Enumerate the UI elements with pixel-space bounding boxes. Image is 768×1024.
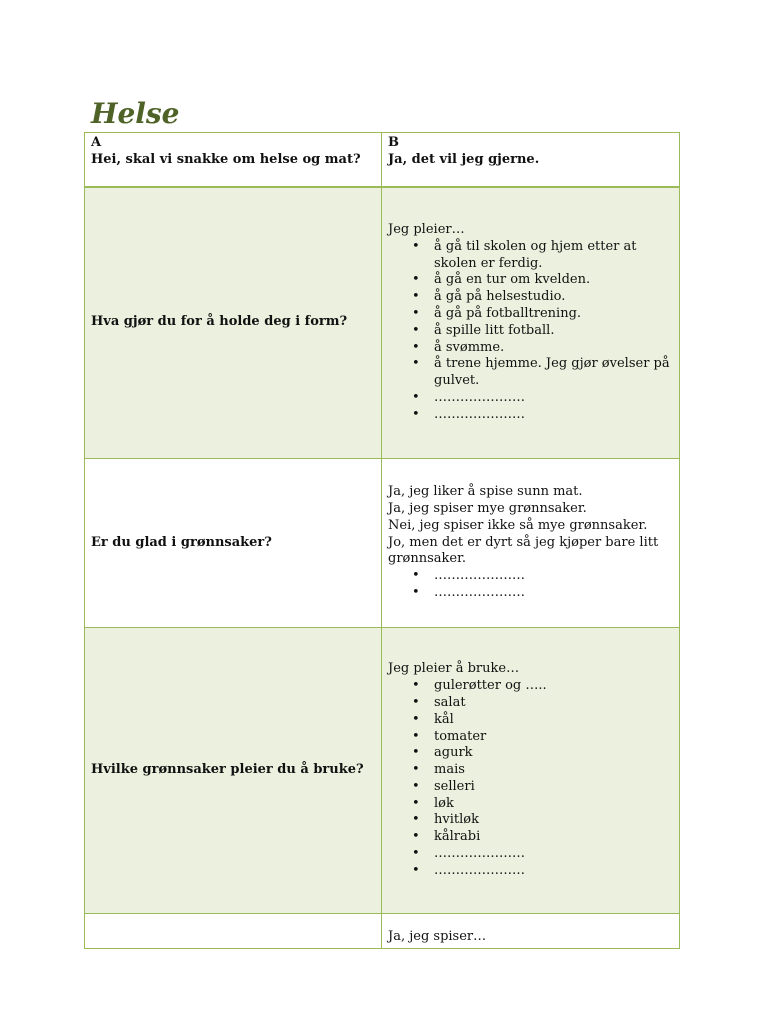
list-item: • salat	[434, 695, 673, 712]
answer-bullet-list	[388, 239, 673, 424]
answer-line: Ja, jeg liker å spise sunn mat.	[388, 484, 583, 500]
page-title: Helse	[91, 97, 180, 130]
list-item: • …………………	[434, 390, 673, 407]
list-item: • …………………	[434, 568, 673, 585]
table-row	[85, 628, 680, 914]
speaker-a-line: Hei, skal vi snakke om helse og mat?	[91, 151, 361, 167]
answer-line: Nei, jeg spiser ikke så mye grønnsaker.	[388, 517, 648, 533]
speaker-b-line: Ja, det vil jeg gjerne.	[388, 151, 540, 167]
list-item: • å gå til skolen og hjem etter at skolen er ferdig.	[434, 239, 673, 273]
list-item: • å gå på fotballtrening.	[434, 306, 673, 323]
answer-intro: Ja, jeg spiser…	[388, 929, 487, 945]
answer-cell	[382, 459, 680, 628]
list-item: • å gå på helsestudio.	[434, 289, 673, 306]
list-item: • å svømme.	[434, 340, 673, 357]
speaker-a-label: A	[91, 135, 102, 150]
table-row	[85, 914, 680, 949]
list-item: • kålrabi	[434, 829, 673, 846]
answer-cell	[382, 187, 680, 459]
list-item: • hvitløk	[434, 812, 673, 829]
answer-bullet-list	[388, 568, 673, 602]
speaker-a-cell	[85, 133, 382, 187]
answer-line: Jo, men det er dyrt så jeg kjøper bare litt grønnsaker.	[388, 534, 659, 567]
list-item: • …………………	[434, 846, 673, 863]
answer-intro: Jeg pleier…	[388, 221, 465, 237]
list-item: • tomater	[434, 729, 673, 746]
answer-intro: Jeg pleier å bruke…	[388, 661, 520, 677]
answer-cell	[382, 914, 680, 949]
answer-cell	[382, 628, 680, 914]
header-row	[85, 133, 680, 187]
answer-line: Ja, jeg spiser mye grønnsaker.	[388, 501, 587, 516]
question-cell	[85, 914, 382, 949]
list-item: • å spille litt fotball.	[434, 323, 673, 340]
list-item: • …………………	[434, 863, 673, 880]
table-row	[85, 459, 680, 628]
list-item: • mais	[434, 762, 673, 779]
question-cell: Hvilke grønnsaker pleier du å bruke?	[85, 628, 382, 914]
list-item: • løk	[434, 796, 673, 813]
question-cell: Er du glad i grønnsaker?	[85, 459, 382, 628]
list-item: • selleri	[434, 779, 673, 796]
list-item: • …………………	[434, 585, 673, 602]
speaker-b-label: B	[388, 135, 399, 150]
question-cell: Hva gjør du for å holde deg i form?	[85, 187, 382, 459]
list-item: • å gå en tur om kvelden.	[434, 272, 673, 289]
list-item: • å trene hjemme. Jeg gjør øvelser på gulvet.	[434, 356, 673, 390]
list-item: • …………………	[434, 407, 673, 424]
list-item: • gulerøtter og …..	[434, 678, 673, 695]
answer-bullet-list	[388, 678, 673, 880]
list-item: • kål	[434, 712, 673, 729]
list-item: • agurk	[434, 745, 673, 762]
table-row	[85, 187, 680, 459]
speaker-b-cell	[382, 133, 680, 187]
dialogue-table	[84, 132, 680, 949]
